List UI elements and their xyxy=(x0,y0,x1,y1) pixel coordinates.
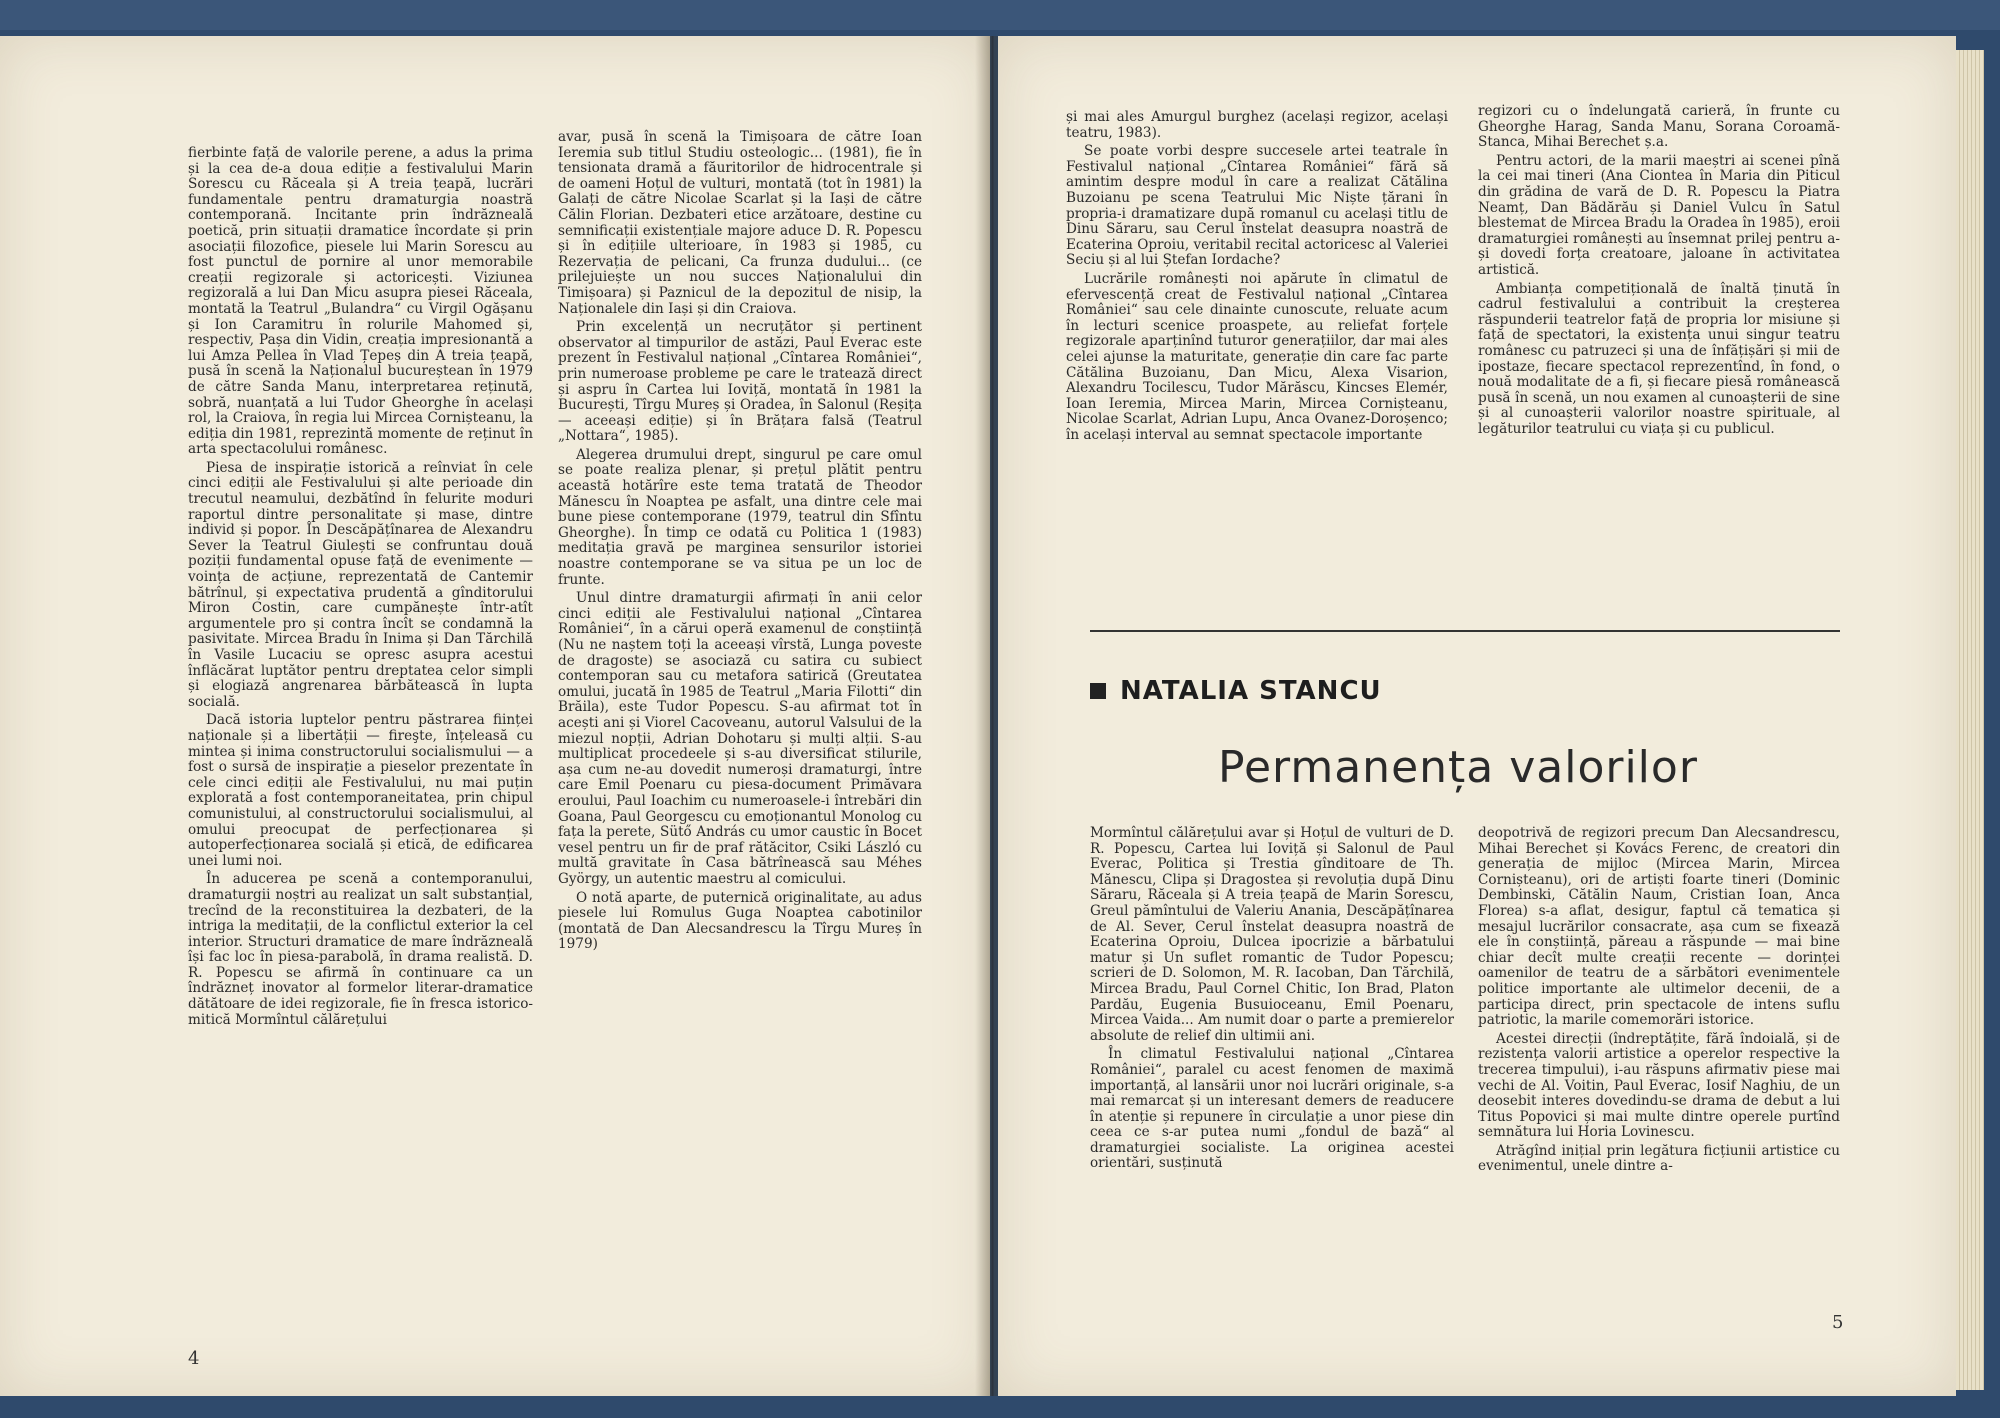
paragraph: Piesa de inspirație istorică a reînviat în cele cinci ediții ale Festivalului și alte perioade din trecutul neamului, dezbătînd în felurite moduri raportul dintre personalitate și mase, dintre individ și popor. În Descăpățînarea de Alexandru Sever la Teatrul Giulești se confruntau două poziții fundamental opuse față de evenimente — voința de acțiune, reprezentată de Cantemir bătrînul, și expectativa prudentă a gînditorului Miron Costin, care cumpănește într-atît argumentele pro și contra încît se condamnă la pasivitate. Mircea Bradu în Inima și Dan Tărchilă în Vasile Lucaciu se opresc asupra acestui înflăcărat luptător pentru dreptatea celor simpli și elogiază angrenarea bărbătească în lupta socială. xyxy=(188,459,533,710)
author-name: NATALIA STANCU xyxy=(1120,676,1382,706)
paragraph: avar, pusă în scenă la Timișoara de către Ioan Ieremia sub titlul Studiu osteologic... (1981), fie în tensionata dramă a făuritorilor de hidrocentrale și de oameni Hoțul de vulturi, montată (tot în 1981) la Galați de către Nicolae Scarlat și la Iași de către Călin Florian. Dezbateri etice arzătoare, destine cu semnificații existențiale majore aduce D. R. Popescu și în edițiile ulterioare, în 1983 și 1985, cu Rezervația de pelicani, Ca frunza dudului... (ce prilejuiește un nou succes Naționalului din Timișoara) și Paznicul de la depozitul de nisip, la Naționalele din Iași și din Craiova. xyxy=(558,129,922,317)
left-page xyxy=(0,36,990,1396)
page-number-left: 4 xyxy=(188,1348,200,1369)
paragraph: deopotrivă de regizori precum Dan Alecsandrescu, Mihai Berechet și Kovács Ferenc, de creatori din generația de mijloc (Mircea Marin, Mircea Cornișteanu), ori de artiști foarte tineri (Dominic Dembinski, Cătălin Naum, Cristian Ioan, Anca Florea) s-a aflat, desigur, faptul că tematica și mesajul lucrărilor consacrate, așa cum se fixează ele în conștiință, păreau a răspunde — mai bine chiar decît multe creații recente — dorinței oamenilor de teatru de a sărbători evenimentele politice importante ale ultimelor decenii, de a participa direct, prin spectacole de intens suflu patriotic, la marile comemorări istorice. xyxy=(1478,825,1840,1029)
paragraph: În climatul Festivalului național „Cîntarea României“, paralel cu acest fenomen de maximă importanță, al lansării unor noi lucrări originale, s-a mai remarcat și un interesant demers de readucere în atenție și repunere în circulație a unor piese din ceea ce s-ar putea numi „fondul de bază“ al dramaturgiei socialiste. La originea acestei orientări, susținută xyxy=(1090,1046,1454,1172)
paragraph: regizori cu o îndelungată carieră, în frunte cu Gheorghe Harag, Sanda Manu, Sorana Coroamă-Stanca, Mihai Berechet ș.a. xyxy=(1478,103,1840,151)
paragraph: Atrăgînd inițial prin legătura ficțiunii artistice cu evenimentul, unele dintre a- xyxy=(1478,1142,1840,1175)
right-page-column-1 xyxy=(1066,110,1448,446)
right-page-column-3 xyxy=(1090,826,1454,1175)
paragraph: Lucrările românești noi apărute în climatul de efervescență creat de Festivalul național „Cîntarea României“ sau cele dinainte cunoscute, reluate acum în lecturi scenice proaspete, au reliefat forțele regizorale aparținînd tuturor generațiilor, dar mai ales celei ajunse la maturitate, generație din care fac parte Cătălina Buzoianu, Dan Micu, Alexa Visarion, Alexandru Tocilescu, Tudor Mărăscu, Kincses Elemér, Ioan Ieremia, Mircea Marin, Mircea Cornișteanu, Nicolae Scarlat, Adrian Lupu, Anca Ovanez-Doroșenco; în același interval au semnat spectacole importante xyxy=(1066,270,1448,443)
paragraph: Unul dintre dramaturgii afirmați în anii celor cinci ediții ale Festivalului național „Cîntarea României“, în a cărui operă examenul de conștiință (Nu ne naștem toți la aceeași vîrstă, Lunga poveste de dragoste) se asociază cu satira cu subiect contemporan sau cu metafora satirică (Greutatea omului, jucată în 1985 de Teatrul „Maria Filotti“ din Brăila), este Tudor Popescu. S-au afirmat tot în acești ani și Viorel Cacoveanu, autorul Valsului de la miezul nopții, Adrian Dohotaru și mulți alții. S-au multiplicat procedeele și s-au diversificat stilurile, așa cum ne-au dovedit numeroși dramaturgi, între care Emil Poenaru cu piesa-document Primăvara eroului, Paul Ioachim cu numeroasele-i întrebări din Goana, Paul Georgescu cu emoționantul Monolog cu fața la perete, Sütő András cu umor caustic în Bocet vesel pentru un fir de praf rătăcitor, Csiki László cu multă gravitate în Casa bătrînească sau Méhes György, un autentic maestru al comicului. xyxy=(558,590,922,887)
paragraph: O notă aparte, de puternică originalitate, au adus piesele lui Romulus Guga Noaptea cabotinilor (montată de Dan Alecsandrescu la Tîrgu Mureș în 1979) xyxy=(558,889,922,953)
paragraph: Mormîntul călărețului avar și Hoțul de vulturi de D. R. Popescu, Cartea lui Ioviță și Salonul de Paul Everac, Politica și Trestia gînditoare de Th. Mănescu, Clipa și Dragostea și revoluția după Dinu Săraru, Răceala și A treia țeapă de Marin Sorescu, Greul pămîntului de Valeriu Anania, Descăpățînarea de Al. Sever, Cerul înstelat deasupra noastră de Ecaterina Oproiu, Dulcea ipocrizie a bărbatului matur și Un suflet romantic de Tudor Popescu; scrieri de D. Solomon, M. R. Iacoban, Dan Tărchilă, Mircea Bradu, Paul Cornel Chitic, Ion Brad, Platon Pardău, Eugenia Busuioceanu, Emil Poenaru, Mircea Vaida... Am numit doar o parte a premierelor absolute de relief din ultimii ani. xyxy=(1090,825,1454,1044)
right-page xyxy=(998,36,1956,1396)
paragraph: Prin excelență un necruțător și pertinent observator al timpurilor de astăzi, Paul Everac este prezent în Festivalul național „Cîntarea României“, prin numeroase probleme pe care le tratează direct și aspru în Cartea lui Ioviță, montată în 1981 la București, Tîrgu Mureș și Oradea, în Salonul (Reșița — aceeași ediție) și în Brățara falsă (Teatrul „Nottara“, 1985). xyxy=(558,319,922,445)
left-page-column-1 xyxy=(188,146,533,1031)
paragraph: Pentru actori, de la marii maeștri ai scenei pînă la cei mai tineri (Ana Ciontea în Maria din Piticul din grădina de vară de D. R. Popescu la Piatra Neamț, Dan Bădărău și Daniel Vulcu în Satul blestemat de Mircea Bradu la Oradea în 1985), eroii dramaturgiei românești au însemnat prilej pentru a-și dovedi forța creatoare, jaloane în activitatea artistică. xyxy=(1478,152,1840,278)
right-page-column-4 xyxy=(1478,826,1840,1178)
paragraph: Acestei direcții (îndreptățite, fără îndoială, și de rezistența valorii artistice a operelor respective la trecerea timpului), i-au răspuns afirmativ piese mai vechi de Al. Voitin, Paul Everac, Iosif Naghiu, de un deosebit interes dovedindu-se drama de debut a lui Titus Popovici și mai multe dintre operele purtînd semnătura lui Horia Lovinescu. xyxy=(1478,1030,1840,1141)
paragraph: Dacă istoria luptelor pentru păstrarea ființei naționale și a libertății — fireşte, înțeleasă cu mintea și inima constructorului socialismului — a fost o sursă de inspirație a pieselor prezentate în cele cinci ediții ale Festivalului, nu mai puțin explorată a fost contemporaneitatea, prin chipul comunistului, al constructorului socialismului, al omului preocupat de perfecționarea și autoperfecționarea socială și etică, de edificarea unei lumi noi. xyxy=(188,712,533,869)
left-page-column-2 xyxy=(558,130,922,956)
paragraph: Ambianța competițională de înaltă ținută în cadrul festivalului a contribuit la creșterea răspunderii teatrelor față de propria lor misiune și față de spectatori, la existența unui singur teatru românesc cu patruzeci și una de înfățișări și mii de ipostaze, fiecare spectacol reprezentînd, în fond, o nouă modalitate de a fi, și fiecare piesă românească pusă în scenă, un nou examen al cunoașterii de sine și al cunoașterii valorilor noastre spirituale, al legăturilor teatrului cu viața și cu publicul. xyxy=(1478,280,1840,437)
paragraph: Alegerea drumului drept, singurul pe care omul se poate realiza plenar, și prețul plătit pentru această hotărîre este tema tratată de Theodor Mănescu în Noaptea pe asfalt, una dintre cele mai bune piese contemporane (1979, teatrul din Sfîntu Gheorghe). În timp ce odată cu Politica 1 (1983) meditația gravă pe marginea sensurilor istoriei noastre contemporane se va situa pe un loc de frunte. xyxy=(558,446,922,588)
paragraph: fierbinte față de valorile perene, a adus la prima și la cea de-a doua ediție a festivalului Marin Sorescu cu Răceala și A treia țeapă, lucrări fundamentale pentru dramaturgia noastră contemporană. Incitante prin îndrăzneală poetică, prin situații dramatice încordate și prin asociații filozofice, piesele lui Marin Sorescu au fost punctul de pornire al unor memorabile creații regizorale și actoricești. Viziunea regizorală a lui Dan Micu asupra piesei Răceala, montată la Teatrul „Bulandra“ cu Virgil Ogășanu și Ion Caramitru în rolurile Mahomed și, respectiv, Pașa din Vidin, creația impresionantă a lui Amza Pellea în Vlad Țepeș din A treia țeapă, pusă în scenă la Naționalul bucureștean în 1979 de către Sanda Manu, interpretarea reținută, sobră, nuanțată a lui Tudor Gheorghe în același rol, la Craiova, în regia lui Mircea Cornișteanu, la ediția din 1981, reprezintă momente de reținut în arta spectacolului românesc. xyxy=(188,145,533,458)
paragraph: În aducerea pe scenă a contemporanului, dramaturgii noștri au realizat un salt substanțial, trecînd de la reconstituirea la dezbateri, de la intriga la meditații, de la conflictul exterior la cel interior. Structuri dramatice de mare îndrăzneală își fac loc în piesa-parabolă, în drama realistă. D. R. Popescu se afirmă în continuare ca un îndrăzneț inovator al formelor literar-dramatice dătătoare de idei regizorale, fie în fresca istorico-mitică Mormîntul călărețului xyxy=(188,871,533,1028)
paragraph: și mai ales Amurgul burghez (același regizor, același teatru, 1983). xyxy=(1066,109,1448,141)
paragraph: Se poate vorbi despre succesele artei teatrale în Festivalul național „Cîntarea României“ fără să amintim despre modul în care a realizat Cătălina Buzoianu pe scena Teatrului Mic Niște țărani în propria-i dramatizare după romanul cu același titlu de Dinu Săraru, sau Cerul înstelat deasupra noastră de Ecaterina Oproiu, veritabil recital actoricesc al Valeriei Seciu și al lui Ștefan Iordache? xyxy=(1066,143,1448,269)
bullet-square-icon xyxy=(1090,683,1106,699)
article-headline: Permanența valorilor xyxy=(1218,742,1698,793)
right-page-column-2 xyxy=(1478,104,1840,440)
page-block-edges xyxy=(1956,50,1984,1390)
page-number-right: 5 xyxy=(1832,1312,1844,1333)
byline xyxy=(1090,676,1382,706)
section-divider-rule xyxy=(1090,630,1840,632)
